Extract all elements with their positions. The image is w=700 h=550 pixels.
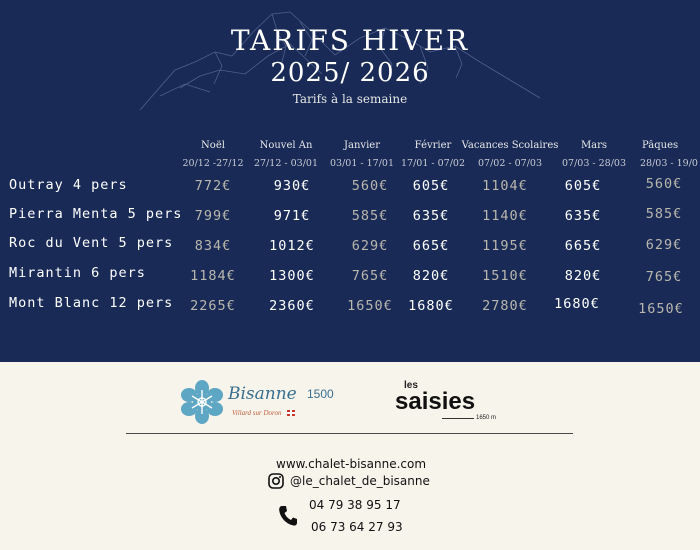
les-saisies-logo bbox=[392, 378, 522, 426]
price-cell: 1650€ bbox=[638, 301, 684, 317]
column-header-fevrier: Février bbox=[414, 140, 452, 151]
phone-number-2[interactable]: 06 73 64 27 93 bbox=[311, 520, 403, 534]
price-subtitle: Tarifs à la semaine bbox=[292, 92, 408, 106]
column-header-mars: Mars bbox=[580, 140, 608, 151]
bisanne-altitude: 1500 bbox=[307, 387, 334, 401]
price-cell: 629€ bbox=[645, 237, 683, 253]
price-cell: 635€ bbox=[412, 208, 450, 224]
price-cell: 665€ bbox=[412, 238, 450, 254]
savoie-flag-icon bbox=[287, 410, 295, 416]
price-cell: 585€ bbox=[351, 208, 389, 224]
row-label-mont-blanc: Mont Blanc 12 pers bbox=[9, 295, 174, 311]
bisanne-tagline: Villard sur Doron bbox=[232, 409, 282, 417]
price-cell: 1300€ bbox=[269, 268, 315, 284]
price-cell: 930€ bbox=[273, 178, 311, 194]
price-cell: 799€ bbox=[194, 208, 232, 224]
price-cell: 834€ bbox=[194, 238, 232, 254]
price-cell: 635€ bbox=[564, 208, 602, 224]
row-label-roc-du-vent: Roc du Vent 5 pers bbox=[9, 235, 174, 251]
column-dates-noel: 20/12 -27/12 bbox=[182, 158, 244, 169]
price-cell: 1510€ bbox=[482, 268, 528, 284]
price-cell: 971€ bbox=[273, 208, 311, 224]
price-cell: 820€ bbox=[564, 268, 602, 284]
price-cell: 560€ bbox=[351, 178, 389, 194]
price-cell: 1195€ bbox=[482, 238, 528, 254]
row-label-mirantin: Mirantin 6 pers bbox=[9, 265, 146, 281]
price-cell: 820€ bbox=[412, 268, 450, 284]
phone-icon bbox=[278, 505, 298, 527]
column-dates-paques: 28/03 - 19/0 bbox=[640, 158, 698, 169]
column-dates-vacances-scolaires: 07/02 - 07/03 bbox=[477, 158, 542, 169]
les-saisies-wordmark: saisies bbox=[395, 388, 476, 415]
page-title: TARIFS HIVER bbox=[230, 24, 470, 57]
price-cell: 1140€ bbox=[482, 208, 528, 224]
price-cell: 605€ bbox=[564, 178, 602, 194]
row-label-outray: Outray 4 pers bbox=[9, 177, 128, 193]
les-saisies-altitude: 1650 m bbox=[476, 415, 497, 421]
price-cell: 585€ bbox=[645, 206, 683, 222]
price-cell: 1680€ bbox=[554, 296, 600, 312]
column-header-janvier: Janvier bbox=[344, 140, 380, 151]
column-header-vacances-scolaires: Vacances Scolaires bbox=[461, 140, 559, 151]
bisanne-logo bbox=[180, 378, 340, 426]
price-cell: 2780€ bbox=[482, 298, 528, 314]
instagram-icon bbox=[268, 473, 284, 489]
column-dates-fevrier: 17/01 - 07/02 bbox=[400, 158, 465, 169]
price-cell: 765€ bbox=[645, 269, 683, 285]
price-cell: 605€ bbox=[412, 178, 450, 194]
les-saisies-prefix: les bbox=[404, 380, 418, 391]
price-cell: 765€ bbox=[351, 268, 389, 284]
price-cell: 1680€ bbox=[408, 298, 454, 314]
price-cell: 1104€ bbox=[482, 178, 528, 194]
price-cell: 1184€ bbox=[190, 268, 236, 284]
price-cell: 665€ bbox=[564, 238, 602, 254]
column-header-paques: Pâques bbox=[642, 140, 679, 151]
column-dates-janvier: 03/01 - 17/01 bbox=[329, 158, 394, 169]
price-cell: 2360€ bbox=[269, 298, 315, 314]
column-dates-nouvel-an: 27/12 - 03/01 bbox=[253, 158, 318, 169]
bisanne-wordmark: Bisanne bbox=[228, 384, 297, 404]
season-years: 2025/ 2026 bbox=[270, 58, 430, 88]
section-divider bbox=[126, 433, 573, 434]
price-cell: 629€ bbox=[351, 238, 389, 254]
price-cell: 1650€ bbox=[347, 298, 393, 314]
instagram-handle[interactable]: @le_chalet_de_bisanne bbox=[290, 474, 430, 488]
phone-number-1[interactable]: 04 79 38 95 17 bbox=[309, 498, 401, 512]
column-header-nouvel-an: Nouvel An bbox=[259, 140, 313, 151]
website-link[interactable]: www.chalet-bisanne.com bbox=[276, 457, 427, 471]
price-cell: 1012€ bbox=[269, 238, 315, 254]
altitude-line bbox=[442, 418, 474, 419]
price-cell: 772€ bbox=[194, 178, 232, 194]
column-header-noel: Noël bbox=[201, 140, 225, 151]
row-label-pierra-menta: Pierra Menta 5 pers bbox=[9, 206, 183, 222]
snowflake-logo-icon bbox=[180, 380, 224, 424]
price-cell: 2265€ bbox=[190, 298, 236, 314]
column-dates-mars: 07/03 - 28/03 bbox=[561, 158, 626, 169]
price-cell: 560€ bbox=[645, 176, 683, 192]
